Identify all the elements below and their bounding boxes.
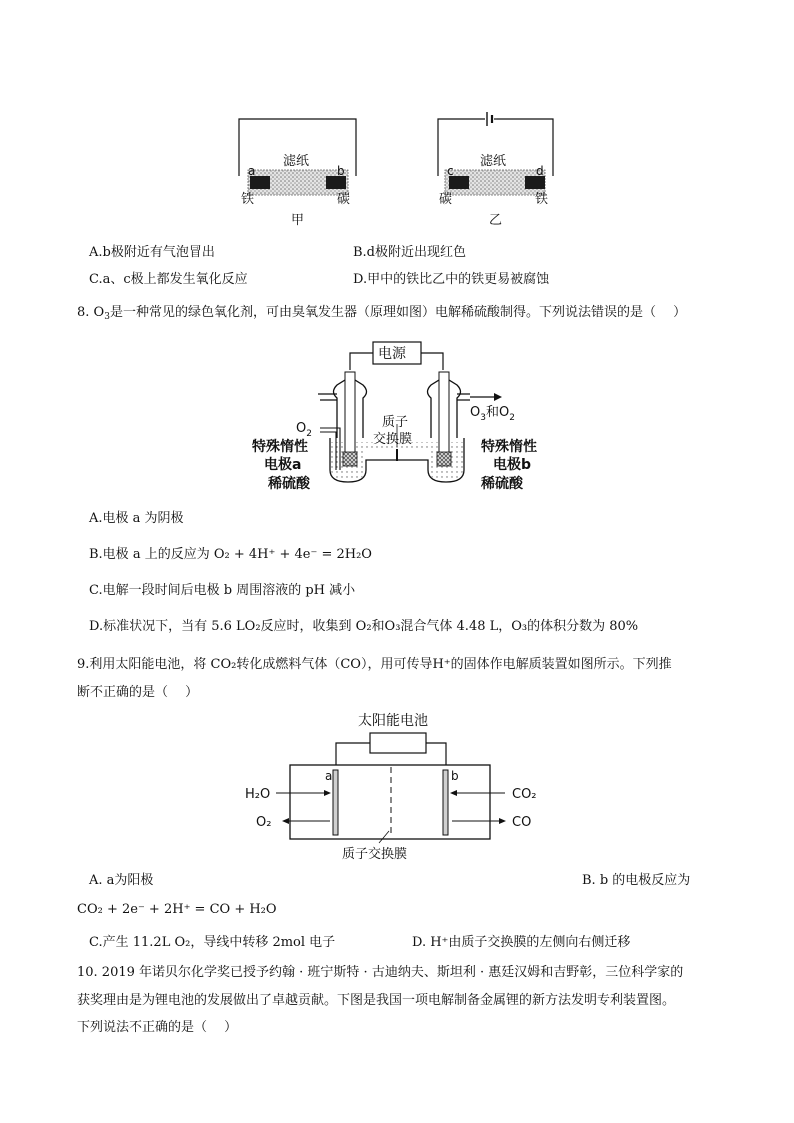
electrode-b-label-2: 电极b (493, 457, 532, 473)
membrane-label-2: 交换膜 (373, 432, 413, 447)
q7-option-a[interactable]: A.b极附近有气泡冒出 (89, 245, 215, 260)
electrode-b-mesh (437, 452, 451, 466)
electrode-b-label: b (451, 769, 459, 783)
electrode-b-plate (443, 770, 448, 835)
filter-paper-label-yi: 滤纸 (480, 154, 507, 169)
electrode-d-label: d (536, 164, 544, 178)
electrode-a-plate (333, 770, 338, 835)
o2-inlet-label: $O_2$ (296, 421, 312, 439)
q8-stem (77, 304, 686, 326)
q9-option-d[interactable]: D. H⁺由质子交换膜的左侧向右侧迁移 (412, 935, 631, 950)
solar-cell-label: 太阳能电池 (358, 713, 428, 729)
o2-label: O₂ (256, 815, 272, 830)
co2-label: CO₂ (512, 787, 537, 802)
carbon-label-jia: 碳 (337, 192, 351, 207)
reactor-box (290, 765, 490, 839)
q7-option-b[interactable]: B.d极附近出现红色 (353, 245, 467, 260)
caption-yi: 乙 (489, 213, 503, 228)
electrode-b-rod (439, 372, 449, 454)
q8-stem-sub: 3 (104, 312, 110, 322)
iron-label-yi: 铁 (535, 192, 549, 207)
h2o-label: H₂O (245, 787, 271, 802)
electrode-a-label: a (325, 769, 333, 783)
electrode-a-rod (345, 372, 355, 454)
q8-stem-pre: 8. O (77, 305, 105, 320)
q8-figure (0, 330, 794, 530)
q9-figure (0, 705, 794, 865)
electrode-a-label: a (248, 164, 256, 178)
q7-figure (0, 0, 794, 235)
q9-option-c[interactable]: C.产生 11.2L O₂，导线中转移 2mol 电子 (89, 935, 336, 950)
cell-yi (438, 112, 553, 228)
q8-stem-post: 是一种常见的绿色氧化剂，可由臭氧发生器（原理如图）电解稀硫酸制得。下列说法错误的是（ ） (109, 305, 687, 320)
q7-option-c[interactable]: C.a、c极上都发生氧化反应 (89, 272, 248, 287)
carbon-label-yi: 碳 (439, 192, 453, 207)
caption-jia: 甲 (291, 213, 305, 228)
electrode-b-label-1: 特殊惰性 (481, 439, 537, 455)
electrode-c-label: c (447, 164, 454, 178)
q9-stem-line1: 9.利用太阳能电池，将 CO₂转化成燃料气体（CO），用可传导H⁺的固体作电解质装置如图所示。下列推 (77, 657, 672, 672)
q9-option-b-equation[interactable]: CO₂ + 2e⁻ + 2H⁺ = CO + H₂O (77, 902, 277, 917)
q10-line2: 获奖理由是为锂电池的发展做出了卓越贡献。下图是我国一项电解制备金属锂的新方法发明专利装置图。 (77, 993, 676, 1008)
power-supply-label: 电源 (378, 346, 406, 362)
q7-option-d[interactable]: D.甲中的铁比乙中的铁更易被腐蚀 (353, 272, 550, 287)
filter-paper-label-jia: 滤纸 (283, 154, 310, 169)
q10-line1: 10. 2019 年诺贝尔化学奖已授予约翰 · 班宁斯特 · 古迪纳夫、斯坦利 · 惠廷汉姆和吉野彰，三位科学家的 (77, 965, 684, 980)
q9-stem-line2: 断不正确的是（ ） (77, 685, 199, 700)
q8-option-d[interactable]: D.标准状况下，当有 5.6 LO₂反应时，收集到 O₂和O₃混合气体 4.48 L，O₃的体积分数为 80% (89, 619, 639, 634)
electrode-a-label-2: 电极a (264, 457, 302, 473)
cell-jia (239, 119, 356, 228)
acid-right-label: 稀硫酸 (481, 476, 523, 492)
q8-option-b[interactable]: B.电极 a 上的反应为 O₂ + 4H⁺ + 4e⁻ = 2H₂O (89, 547, 372, 562)
electrode-a-mesh (343, 452, 357, 466)
co-label: CO (512, 815, 532, 830)
q9-option-a[interactable]: A. a为阳极 (89, 873, 154, 888)
electrode-a-label-1: 特殊惰性 (252, 439, 308, 455)
electrode-b-label: b (337, 164, 345, 178)
q8-option-a[interactable]: A.电极 a 为阴极 (89, 511, 184, 526)
membrane-label-1: 质子 (382, 415, 409, 430)
acid-left-label: 稀硫酸 (268, 476, 310, 492)
q10-line3: 下列说法不正确的是（ ） (77, 1020, 238, 1035)
iron-label-jia: 铁 (241, 192, 255, 207)
q9-option-b[interactable]: B. b 的电极反应为 (582, 873, 691, 888)
q8-option-c[interactable]: C.电解一段时间后电极 b 周围溶液的 pH 减小 (89, 583, 356, 598)
outlet-gas-label: $O_3$和$O_2$ (470, 405, 515, 423)
solar-cell-box (370, 733, 426, 753)
membrane-label: 质子交换膜 (342, 847, 408, 862)
